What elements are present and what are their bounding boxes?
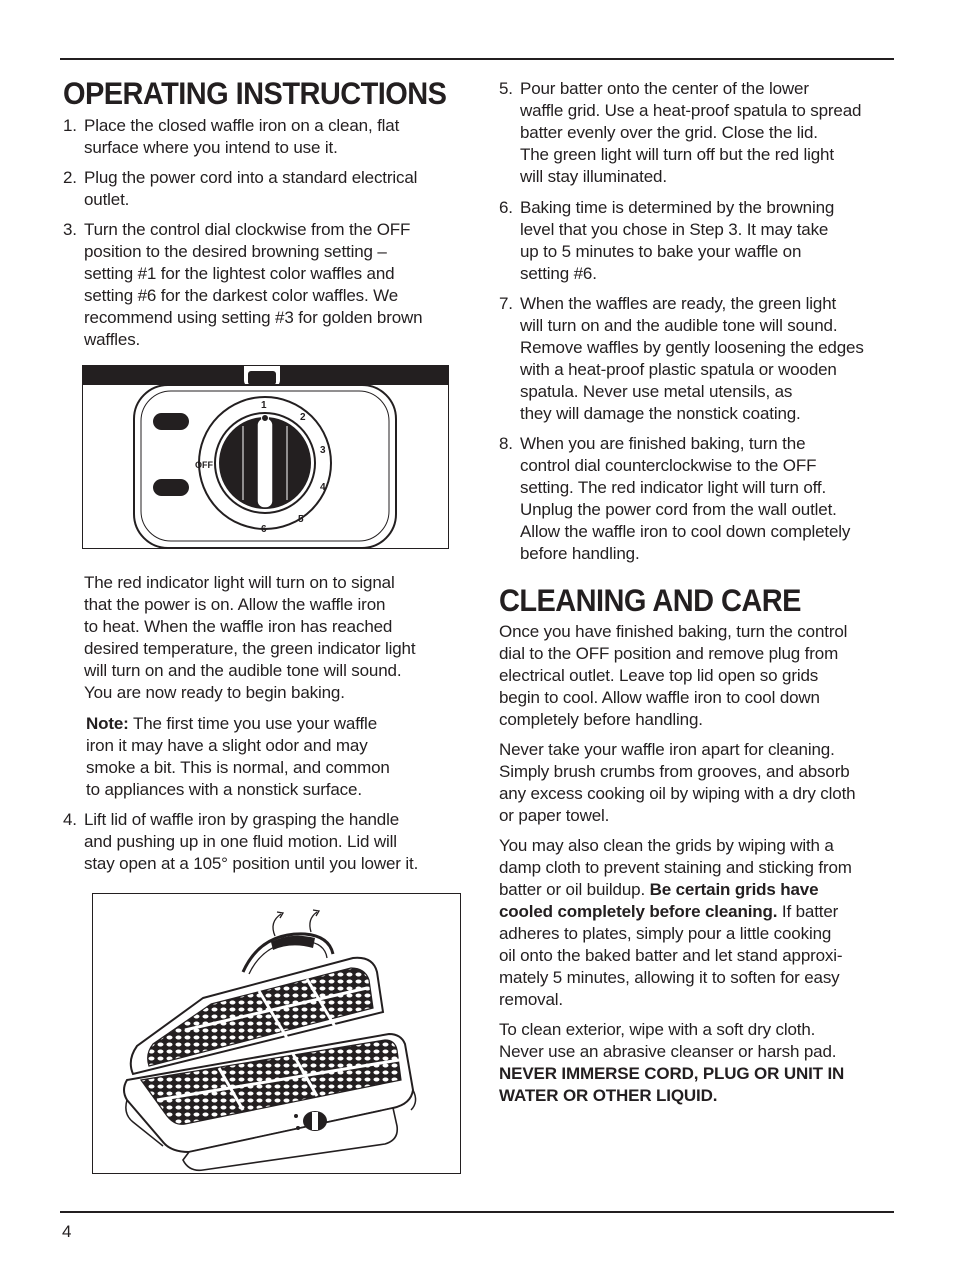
- step-line: Unplug the power cord from the wall outlet.: [520, 500, 837, 519]
- step-line: Turn the control dial clockwise from the OFF: [84, 220, 411, 239]
- step-line: stay open at a 105° position until you lower it.: [84, 854, 419, 873]
- paragraph-line: mately 5 minutes, allowing it to soften for easy: [499, 968, 840, 987]
- paragraph-line: removal.: [499, 990, 563, 1009]
- step-line: Place the closed waffle iron on a clean, flat: [84, 116, 400, 135]
- front-indicator-light: [294, 1114, 298, 1118]
- step-line: surface where you intend to use it.: [84, 138, 338, 157]
- dial-label-3: 3: [320, 445, 326, 456]
- step-number: 8.: [499, 434, 513, 453]
- step-line: The green light will turn off but the red light: [520, 145, 834, 164]
- paragraph-line: or paper towel.: [499, 806, 610, 825]
- dial-label-1: 1: [261, 400, 267, 411]
- paragraph-line: Once you have finished baking, turn the control: [499, 622, 848, 641]
- front-indicator-light: [296, 1126, 300, 1130]
- paragraph-line: electrical outlet. Leave top lid open so grids: [499, 666, 819, 685]
- step-line: Baking time is determined by the browning: [520, 198, 835, 217]
- paragraph-line: dial to the OFF position and remove plug from: [499, 644, 839, 663]
- step-line: Allow the waffle iron to cool down completely: [520, 522, 851, 541]
- step-line: recommend using setting #3 for golden brown: [84, 308, 423, 327]
- cleaning-paragraph-2: [499, 739, 855, 827]
- step-line: they will damage the nonstick coating.: [520, 404, 801, 423]
- paragraph-line: will turn on and the audible tone will sound.: [84, 661, 402, 680]
- step-line: When you are finished baking, turn the: [520, 434, 806, 453]
- indicator-light-red: [153, 413, 189, 430]
- warning-line: NEVER IMMERSE CORD, PLUG OR UNIT IN: [499, 1064, 845, 1083]
- paragraph-line: [499, 879, 852, 901]
- step-line: waffle grid. Use a heat-proof spatula to spread: [520, 101, 862, 120]
- paragraph-line: that the power is on. Allow the waffle iron: [84, 595, 386, 614]
- cleaning-paragraph-4: [499, 1019, 844, 1107]
- paragraph-line: adheres to plates, simply pour a little cooking: [499, 924, 832, 943]
- step-number: 7.: [499, 294, 513, 313]
- paragraph-line: begin to cool. Allow waffle iron to cool down: [499, 688, 820, 707]
- step-number: 5.: [499, 79, 513, 98]
- paragraph-line: desired temperature, the green indicator light: [84, 639, 416, 658]
- waffle-iron-figure: [92, 893, 461, 1174]
- paragraph-line: any excess cooking oil by wiping with a dry cloth: [499, 784, 856, 803]
- step-number: 6.: [499, 198, 513, 217]
- cleaning-paragraph-1: [499, 621, 847, 731]
- paragraph-line: completely before handling.: [499, 710, 703, 729]
- cleaning-and-care-heading: CLEANING AND CARE: [499, 582, 801, 618]
- step-line: level that you chose in Step 3. It may take: [520, 220, 829, 239]
- step-line: Lift lid of waffle iron by grasping the handle: [84, 810, 400, 829]
- paragraph-line: You are now ready to begin baking.: [84, 683, 345, 702]
- warning-line: WATER OR OTHER LIQUID.: [499, 1086, 718, 1105]
- step-line: setting #1 for the lightest color waffles and: [84, 264, 395, 283]
- dial-label-off: OFF: [195, 460, 213, 470]
- step-line: Remove waffles by gently loosening the edges: [520, 338, 864, 357]
- step-number: 4.: [63, 810, 77, 829]
- paragraph-line: Never take your waffle iron apart for cleaning.: [499, 740, 835, 759]
- page-number: 4: [62, 1222, 72, 1241]
- step-line: outlet.: [84, 190, 130, 209]
- step-line: setting. The red indicator light will turn off.: [520, 478, 827, 497]
- step-line: with a heat-proof plastic spatula or wooden: [520, 360, 837, 379]
- step-line: batter evenly over the grid. Close the lid.: [520, 123, 818, 142]
- step-line: will stay illuminated.: [520, 167, 667, 186]
- step-number: 2.: [63, 168, 77, 187]
- note-line: smoke a bit. This is normal, and common: [86, 758, 390, 777]
- paragraph-line: To clean exterior, wipe with a soft dry cloth.: [499, 1020, 816, 1039]
- step-line: Pour batter onto the center of the lower: [520, 79, 809, 98]
- step-line: and pushing up in one fluid motion. Lid will: [84, 832, 397, 851]
- control-dial-figure: [82, 365, 449, 549]
- paragraph-text: If batter: [777, 902, 839, 921]
- paragraph-line: damp cloth to prevent staining and sticking from: [499, 858, 852, 877]
- step-line: up to 5 minutes to bake your waffle on: [520, 242, 802, 261]
- step-line: Plug the power cord into a standard electrical: [84, 168, 418, 187]
- waffle-iron-illustration: [93, 894, 460, 1173]
- paragraph-line: to heat. When the waffle iron has reached: [84, 617, 393, 636]
- paragraph-line: You may also clean the grids by wiping with a: [499, 836, 834, 855]
- dial-label-6: 6: [261, 524, 267, 535]
- step-line: When the waffles are ready, the green light: [520, 294, 837, 313]
- dial-pointer: [262, 415, 269, 422]
- paragraph-line: Simply brush crumbs from grooves, and absorb: [499, 762, 850, 781]
- dial-label-2: 2: [300, 412, 306, 423]
- step-number: 3.: [63, 220, 77, 239]
- step-line: setting #6 for the darkest color waffles. We: [84, 286, 399, 305]
- indicator-light-paragraph: [84, 572, 415, 704]
- paragraph-line: [499, 901, 852, 923]
- handle-notch-inner: [248, 371, 276, 385]
- note-label: Note:: [86, 714, 129, 733]
- indicator-light-green: [153, 479, 189, 496]
- note-first-line: [86, 713, 390, 735]
- dial-label-4: 4: [320, 482, 326, 493]
- emphasis-text: cooled completely before cleaning.: [499, 902, 778, 921]
- front-dial-grip: [312, 1112, 318, 1130]
- bottom-rule: [60, 1211, 894, 1213]
- cleaning-paragraph-3: [499, 835, 852, 1011]
- paragraph-line: The red indicator light will turn on to signal: [84, 573, 395, 592]
- step-line: setting #6.: [520, 264, 597, 283]
- note-paragraph: [86, 713, 390, 801]
- dial-grip: [257, 418, 273, 508]
- top-rule: [60, 58, 894, 60]
- operating-instructions-heading: OPERATING INSTRUCTIONS: [63, 75, 447, 111]
- step-line: waffles.: [84, 330, 141, 349]
- paragraph-line: Never use an abrasive cleanser or harsh pad.: [499, 1042, 837, 1061]
- note-text: The first time you use your waffle: [128, 714, 377, 733]
- emphasis-text: Be certain grids have: [649, 880, 819, 899]
- note-line: iron it may have a slight odor and may: [86, 736, 368, 755]
- note-line: to appliances with a nonstick surface.: [86, 780, 362, 799]
- step-number: 1.: [63, 116, 77, 135]
- step-line: control dial counterclockwise to the OFF: [520, 456, 817, 475]
- step-line: spatula. Never use metal utensils, as: [520, 382, 793, 401]
- control-dial-illustration: [83, 366, 448, 548]
- step-line: position to the desired browning setting –: [84, 242, 387, 261]
- paragraph-line: oil onto the baked batter and let stand approxi-: [499, 946, 843, 965]
- step-line: will turn on and the audible tone will sound.: [520, 316, 838, 335]
- step-line: before handling.: [520, 544, 640, 563]
- paragraph-text: batter or oil buildup.: [499, 880, 650, 899]
- dial-label-5: 5: [298, 514, 304, 525]
